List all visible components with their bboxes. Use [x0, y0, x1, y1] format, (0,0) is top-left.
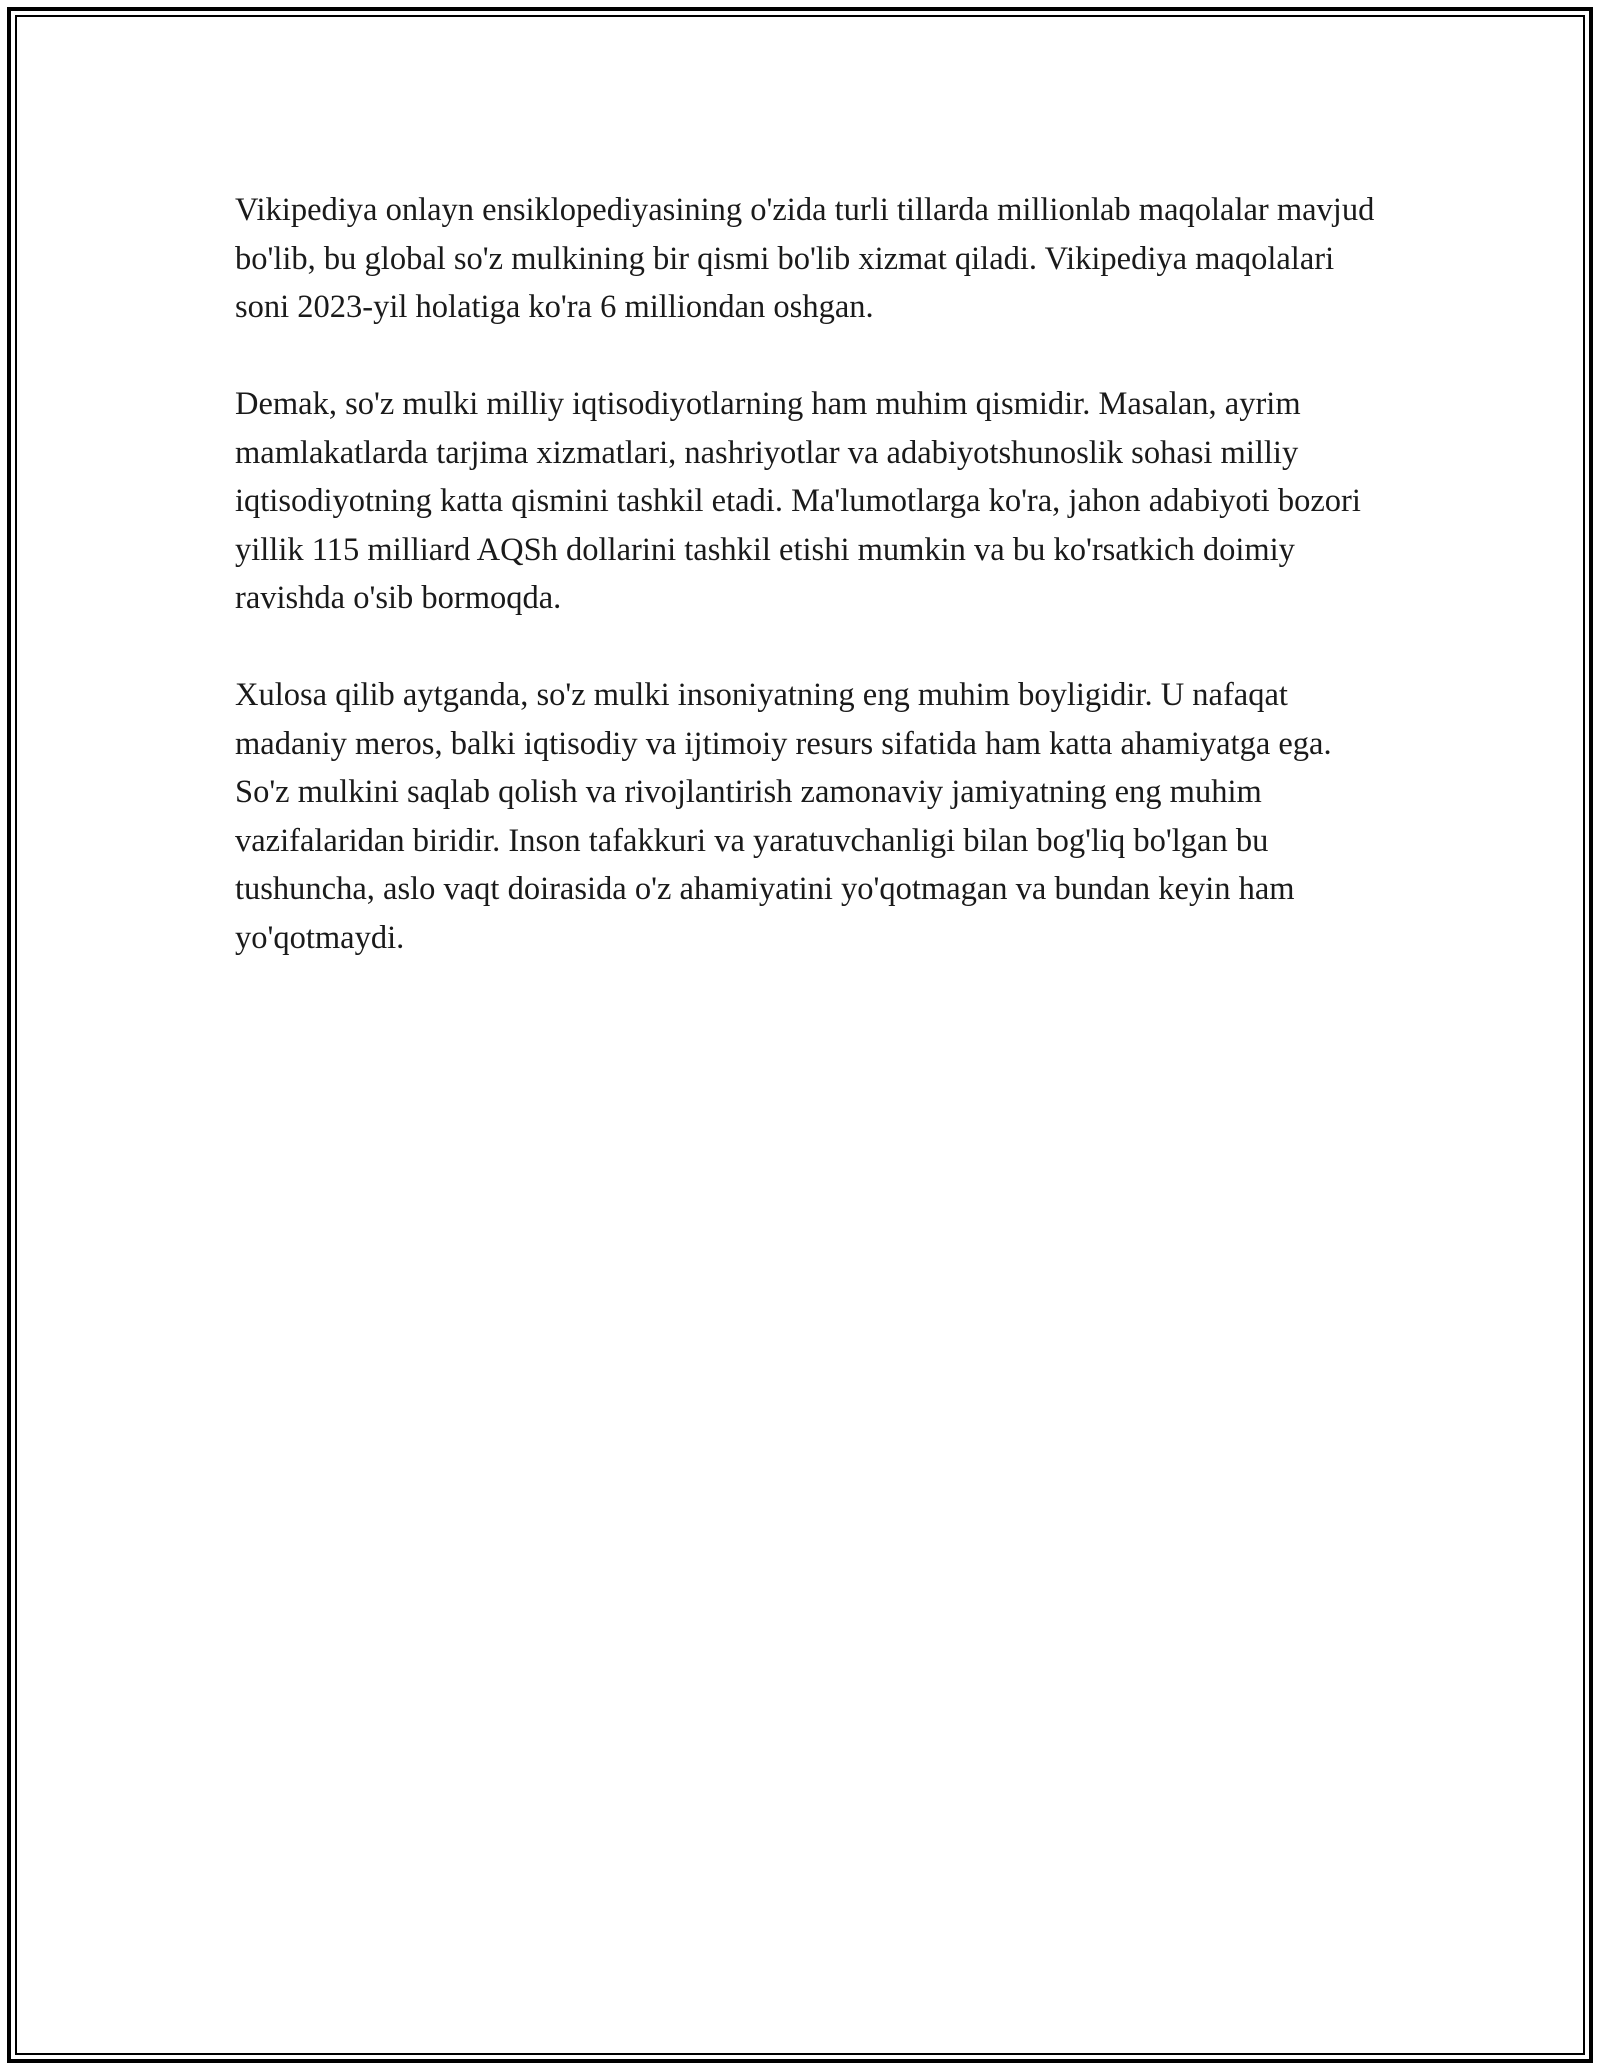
paragraph-economy: Demak, so'z mulki milliy iqtisodiyotlarning ham muhim qismidir. Masalan, ayrim mamlakatlarda tarjima xizmatlari, nashriyotlar va adabiyotshunoslik sohasi milliy iqtisodiyotning katta qismini tashkil etadi. Ma'lumotlarga ko'ra, jahon adabiyoti bozori yillik 115 milliard AQSh dollarini tashkil etishi mumkin va bu ko'rsatkich doimiy ravishda o'sib bormoqda. — [235, 386, 1361, 616]
paragraph-wikipedia: Vikipediya onlayn ensiklopediyasining o'zida turli tillarda millionlab maqolalar mavjud bo'lib, bu global so'z mulkining bir qismi bo'lib xizmat qiladi. Vikipediya maqolalari soni 2023-yil holatiga ko'ra 6 milliondan oshgan. — [235, 192, 1375, 325]
paragraph-conclusion: Xulosa qilib aytganda, so'z mulki insoniyatning eng muhim boyligidir. U nafaqat madaniy meros, balki iqtisodiy va ijtimoiy resurs sifatida ham katta ahamiyatga ega. So'z mulkini saqlab qolish va rivojlantirish zamonaviy jamiyatning eng muhim vazifalaridan biridir. Inson tafakkuri va yaratuvchanligi bilan bog'liq bo'lgan bu tushuncha, aslo vaqt doirasida o'z ahamiyatini yo'qotmagan va bundan keyin ham yo'qotmaydi. — [235, 677, 1332, 956]
document-body — [235, 186, 1385, 1011]
